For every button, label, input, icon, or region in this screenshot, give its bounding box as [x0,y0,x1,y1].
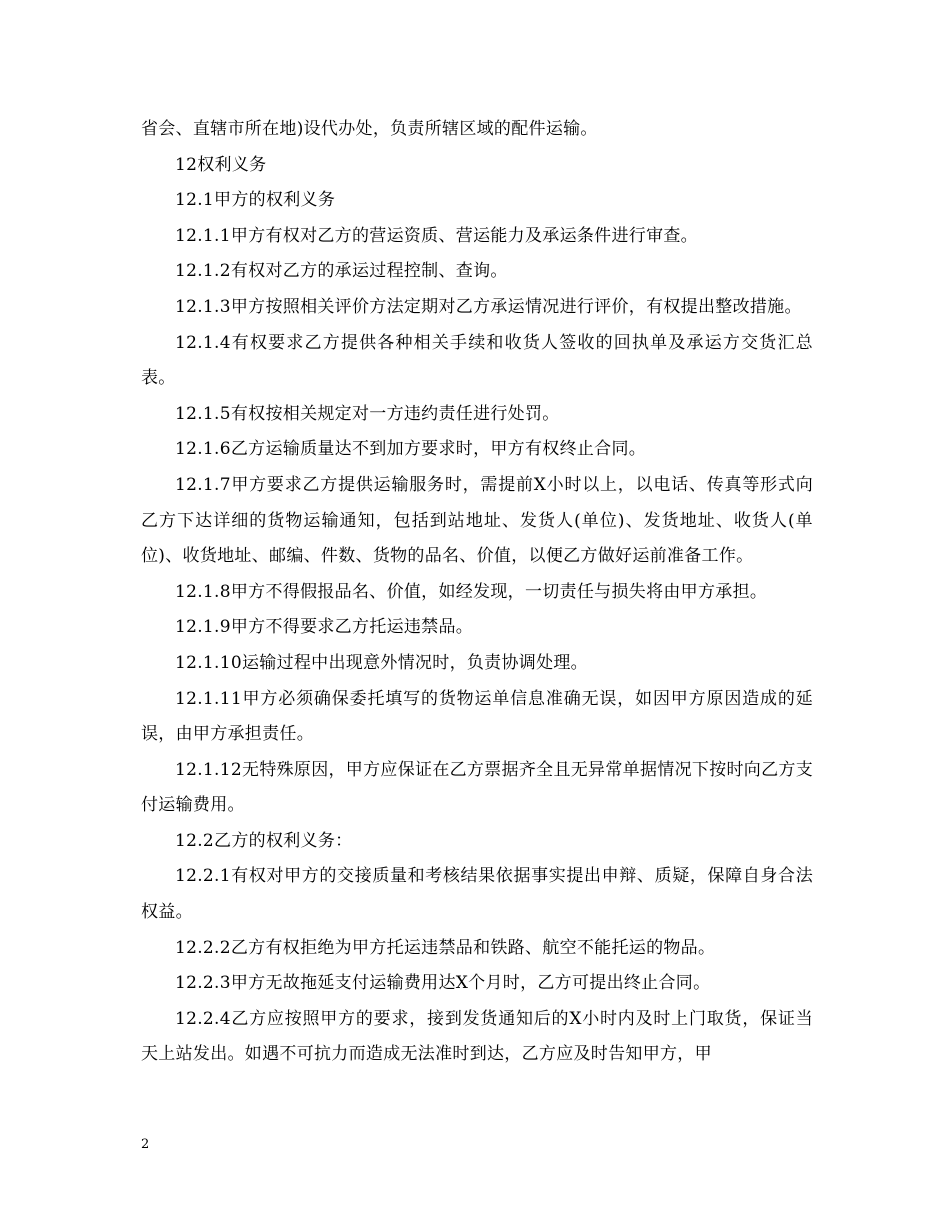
paragraph: 12权利义务 [175,154,267,175]
paragraph: 12.2乙方的权利义务： [175,830,353,851]
paragraph: 12.1.10运输过程中出现意外情况时，负责协调处理。 [175,652,588,673]
paragraph: 12.1.2有权对乙方的承运过程控制、查询。 [175,261,508,282]
paragraph: 12.1.11甲方必须确保委托填写的货物运单信息准确无误，如因甲方原因造成的延误，由甲方承担责任。 [141,688,813,745]
paragraph: 12.2.2乙方有权拒绝为甲方托运违禁品和铁路、航空不能托运的物品。 [175,937,716,958]
paragraph: 12.1.8甲方不得假报品名、价值，如经发现，一切责任与损失将由甲方承担。 [175,581,768,602]
paragraph: 12.2.4乙方应按照甲方的要求，接到发货通知后的X小时内及时上门取货，保证当天上站发出。如遇不可抗力而造成无法准时到达，乙方应及时告知甲方，甲 [141,1008,813,1065]
paragraph: 12.1.9甲方不得要求乙方托运违禁品。 [175,617,474,638]
paragraph: 12.1甲方的权利义务 [175,190,336,211]
paragraph: 12.1.4有权要求乙方提供各种相关手续和收货人签收的回执单及承运方交货汇总表。 [141,332,813,389]
paragraph: 12.2.1有权对甲方的交接质量和考核结果依据事实提出申辩、质疑，保障自身合法权益。 [141,866,813,923]
paragraph: 12.1.3甲方按照相关评价方法定期对乙方承运情况进行评价，有权提出整改措施。 [175,296,802,317]
paragraph: 省会、直辖市所在地)设代办处，负责所辖区域的配件运输。 [141,119,598,139]
page-number: 2 [141,1137,150,1152]
paragraph: 12.1.5有权按相关规定对一方违约责任进行处罚。 [175,403,560,424]
paragraph: 12.1.1甲方有权对乙方的营运资质、营运能力及承运条件进行审查。 [175,225,698,246]
paragraph: 12.2.3甲方无故拖延支付运输费用达X个月时，乙方可提出终止合同。 [175,973,711,994]
paragraph: 12.1.7甲方要求乙方提供运输服务时，需提前X小时以上，以电话、传真等形式向乙方下达详细的货物运输通知，包括到站地址、发货人(单位)、发货地址、收货人(单位)、收货地址、邮编、件数、货物的品名、价值，以便乙方做好运前准备工作。 [141,474,813,567]
paragraph: 12.1.12无特殊原因，甲方应保证在乙方票据齐全且无异常单据情况下按时向乙方支付运输费用。 [141,759,813,816]
document-body [141,112,813,1073]
paragraph: 12.1.6乙方运输质量达不到加方要求时，甲方有权终止合同。 [175,439,647,460]
